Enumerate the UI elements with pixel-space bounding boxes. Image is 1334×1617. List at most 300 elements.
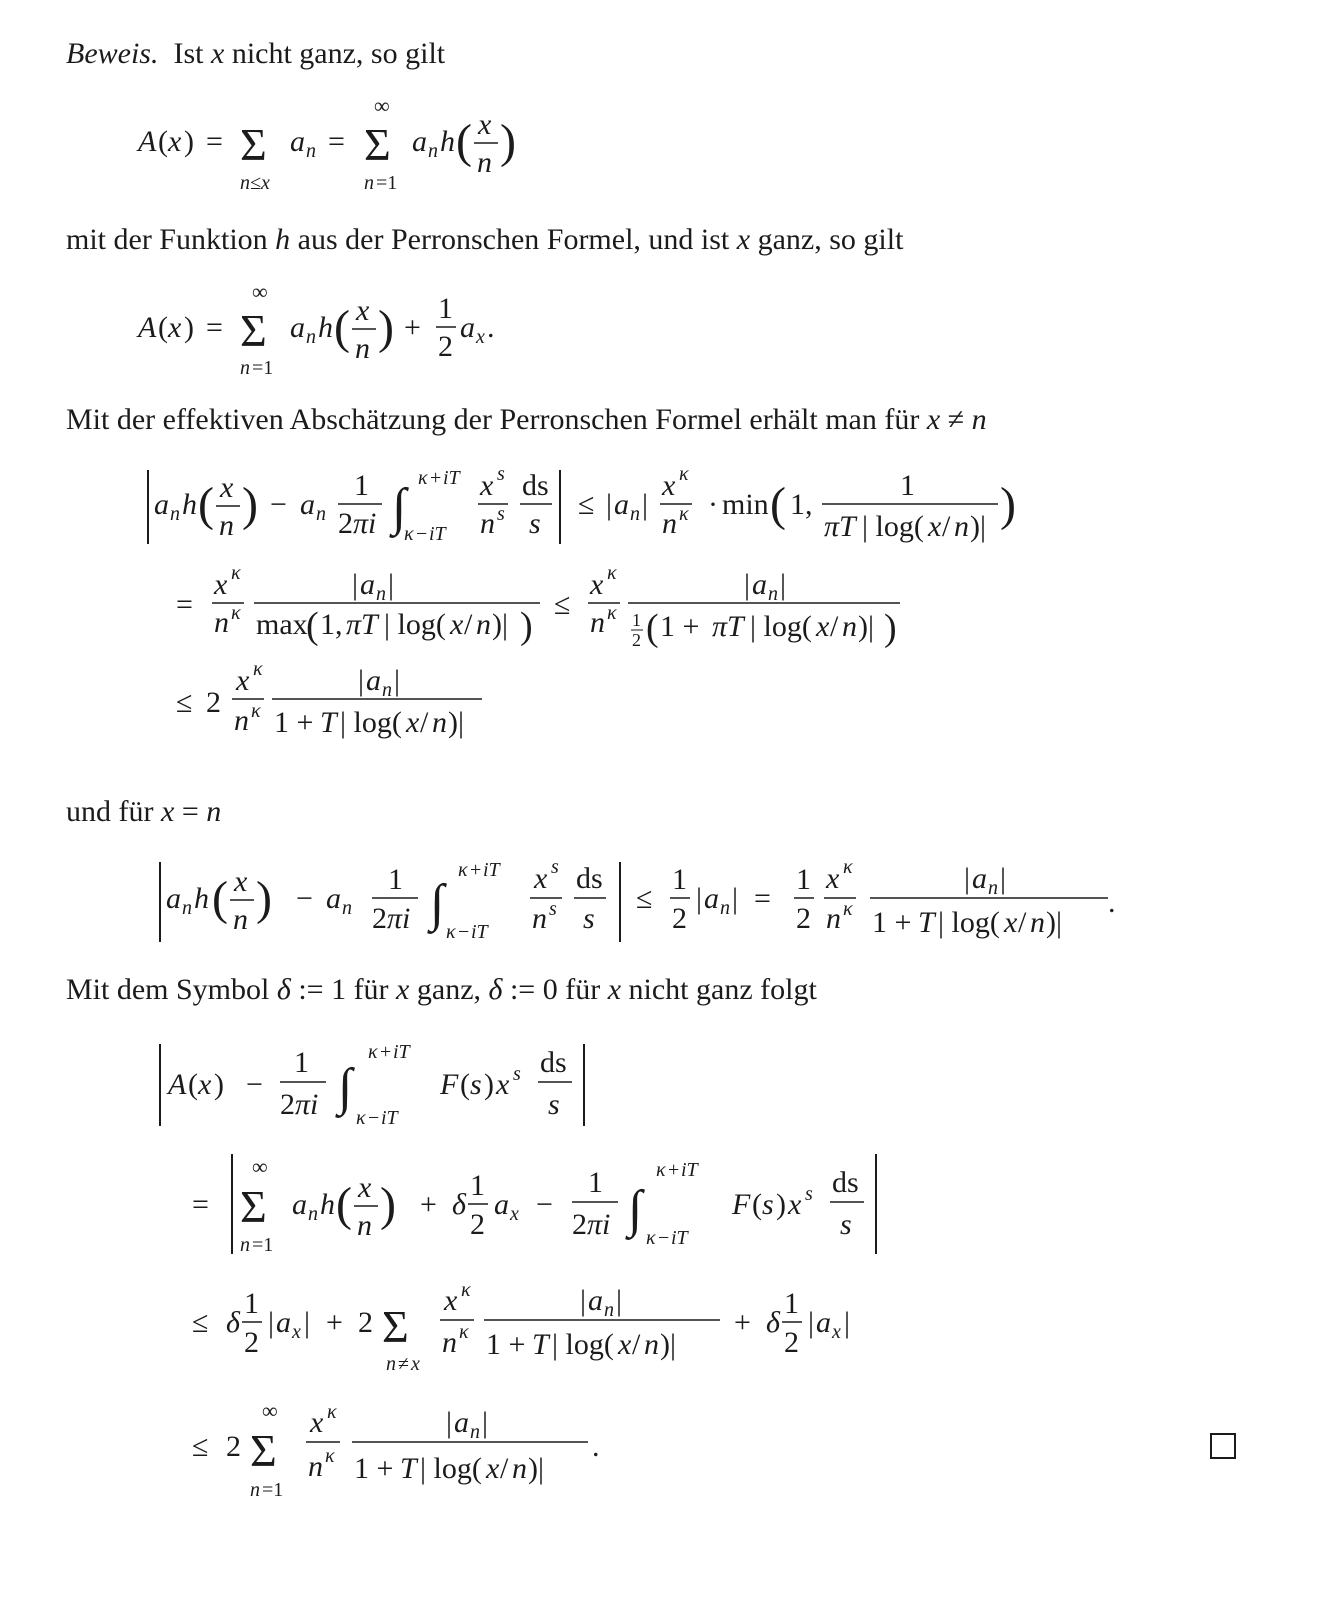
- svg-text:A: A: [138, 125, 157, 158]
- svg-text:2: 2: [358, 1306, 373, 1339]
- svg-text:=1: =1: [252, 1234, 274, 1256]
- svg-text:max: max: [256, 608, 308, 641]
- svg-text:Σ: Σ: [240, 119, 267, 170]
- svg-text:n: n: [357, 1209, 372, 1242]
- svg-text:n: n: [250, 1479, 260, 1501]
- svg-text:a: a: [166, 882, 181, 915]
- svg-text:≤: ≤: [578, 488, 595, 521]
- svg-text:=: =: [328, 125, 345, 158]
- svg-text:κ: κ: [446, 921, 456, 943]
- svg-text:s: s: [549, 898, 557, 920]
- svg-text:T: T: [400, 1452, 417, 1485]
- svg-text:κ: κ: [679, 463, 689, 485]
- svg-text:n: n: [364, 172, 374, 194]
- svg-text:∞: ∞: [252, 1154, 268, 1179]
- svg-text:x: x: [478, 108, 492, 141]
- svg-text:n: n: [182, 897, 192, 919]
- svg-text:iT: iT: [443, 467, 460, 489]
- svg-text:x: x: [496, 1068, 510, 1101]
- svg-text:1: 1: [294, 1046, 309, 1079]
- svg-text:a: a: [360, 568, 375, 601]
- svg-text:iT: iT: [483, 859, 500, 881]
- svg-text:πi: πi: [387, 902, 411, 935]
- svg-text:2: 2: [226, 1430, 241, 1463]
- svg-text:a: a: [614, 488, 629, 521]
- svg-text:κ: κ: [356, 1107, 366, 1129]
- svg-text:κ: κ: [461, 1279, 471, 1301]
- svg-text:): ): [380, 1178, 396, 1231]
- svg-text:n: n: [630, 503, 640, 525]
- svg-text:(: (: [158, 125, 168, 158]
- svg-text:(: (: [158, 311, 168, 344]
- svg-text:δ: δ: [766, 1306, 780, 1339]
- svg-text:1: 1: [354, 469, 369, 502]
- svg-text:2: 2: [372, 902, 387, 935]
- svg-text:a: a: [366, 664, 381, 697]
- svg-text:|: |: [304, 1306, 311, 1339]
- svg-text:κ: κ: [368, 1041, 378, 1063]
- svg-text:a: a: [290, 311, 305, 344]
- svg-text:x: x: [356, 294, 370, 327]
- svg-text:1: 1: [796, 863, 811, 896]
- svg-text:ds: ds: [522, 469, 549, 502]
- svg-text:κ: κ: [458, 859, 468, 881]
- svg-text:πT: πT: [712, 610, 744, 643]
- svg-text:−: −: [270, 488, 287, 521]
- svg-text:s: s: [513, 1063, 521, 1085]
- svg-text:n: n: [477, 146, 492, 179]
- svg-text:/: /: [830, 610, 839, 643]
- svg-text:x: x: [826, 862, 840, 895]
- svg-text:+: +: [668, 1159, 680, 1181]
- svg-text:≤: ≤: [192, 1430, 209, 1463]
- svg-text:(: (: [188, 1068, 198, 1101]
- svg-text:s: s: [551, 856, 559, 878]
- svg-text:): ): [378, 301, 394, 354]
- svg-text:n: n: [219, 509, 234, 542]
- svg-text:x: x: [198, 1068, 212, 1101]
- svg-text:): ): [214, 1068, 224, 1101]
- svg-text:|: |: [642, 488, 649, 521]
- svg-text:x: x: [358, 1171, 372, 1204]
- svg-text:|: |: [964, 862, 971, 895]
- svg-text:(: (: [752, 1188, 762, 1221]
- svg-text:x: x: [444, 1284, 458, 1317]
- svg-text:1 +: 1 +: [660, 610, 700, 643]
- svg-text:a: a: [816, 1306, 831, 1339]
- svg-text:(: (: [460, 1068, 470, 1101]
- svg-text:x: x: [234, 865, 248, 898]
- svg-text:| log(: | log(: [862, 510, 924, 543]
- svg-text:∫: ∫: [392, 479, 407, 536]
- svg-text:min: min: [722, 488, 769, 521]
- svg-text:a: a: [300, 488, 315, 521]
- svg-text:x: x: [480, 469, 494, 502]
- svg-text:|: |: [268, 1306, 275, 1339]
- svg-text:| log(: | log(: [750, 610, 812, 643]
- svg-text:|: |: [580, 1284, 587, 1317]
- svg-text:n: n: [234, 704, 249, 737]
- svg-text:/: /: [942, 510, 951, 543]
- svg-text:x: x: [816, 610, 830, 643]
- svg-text:n: n: [240, 1234, 250, 1256]
- svg-text:κ: κ: [251, 700, 261, 722]
- svg-text:| log(: | log(: [552, 1328, 614, 1361]
- svg-text:| log(: | log(: [420, 1452, 482, 1485]
- svg-text:a: a: [704, 882, 719, 915]
- proof-label: Beweis.: [66, 37, 159, 70]
- svg-text:1 +: 1 +: [872, 906, 912, 939]
- svg-text:+: +: [404, 311, 421, 344]
- svg-text:x: x: [832, 1321, 841, 1343]
- svg-text:+: +: [430, 467, 442, 489]
- svg-text:2: 2: [572, 1208, 587, 1241]
- svg-text:h: h: [194, 882, 209, 915]
- svg-text:∫: ∫: [338, 1059, 353, 1116]
- svg-text:n: n: [604, 1299, 614, 1321]
- svg-text:): ): [520, 605, 533, 647]
- svg-text:|: |: [446, 1406, 453, 1439]
- svg-text:s: s: [470, 1068, 482, 1101]
- svg-text:2: 2: [206, 686, 221, 719]
- svg-text:n: n: [532, 902, 547, 935]
- svg-text:)|: )|: [970, 510, 986, 543]
- svg-text:|: |: [744, 568, 751, 601]
- svg-text:.: .: [487, 311, 495, 344]
- svg-text:|: |: [388, 568, 395, 601]
- svg-text:κ: κ: [231, 602, 241, 624]
- svg-text:|: |: [780, 568, 787, 601]
- svg-text:s: s: [840, 1208, 852, 1241]
- svg-text:=1: =1: [376, 172, 398, 194]
- svg-text:iT: iT: [393, 1041, 410, 1063]
- svg-text:.: .: [1108, 886, 1116, 919]
- svg-text:n: n: [382, 679, 392, 701]
- svg-text:h: h: [182, 488, 197, 521]
- svg-text:n: n: [512, 1452, 527, 1485]
- svg-text:∫: ∫: [430, 875, 445, 932]
- svg-text:h: h: [318, 311, 333, 344]
- svg-text:κ: κ: [327, 1401, 337, 1423]
- svg-text:x: x: [590, 568, 604, 601]
- svg-text:2: 2: [632, 630, 641, 650]
- svg-text:=: =: [754, 882, 771, 915]
- svg-text:x: x: [168, 311, 182, 344]
- paragraph-x-equals-n: und für x = n: [66, 795, 222, 828]
- svg-text:1 +: 1 +: [274, 706, 314, 739]
- svg-text:κ: κ: [231, 562, 241, 584]
- svg-text:κ: κ: [646, 1227, 656, 1249]
- svg-text:δ: δ: [452, 1188, 466, 1221]
- svg-text:n: n: [826, 902, 841, 935]
- svg-text:n: n: [306, 140, 316, 162]
- svg-text:κ: κ: [253, 658, 263, 680]
- svg-text:Σ: Σ: [240, 1181, 267, 1232]
- svg-text:): ): [1000, 478, 1016, 531]
- svg-text:≤: ≤: [554, 588, 571, 621]
- svg-text:x: x: [486, 1452, 500, 1485]
- svg-text:| log(: | log(: [340, 706, 402, 739]
- svg-text:): ): [500, 115, 516, 168]
- svg-text:x: x: [406, 706, 420, 739]
- svg-text:n: n: [442, 1326, 457, 1359]
- svg-text:≠: ≠: [398, 1353, 409, 1375]
- svg-text:(: (: [334, 301, 350, 354]
- svg-text:a: a: [752, 568, 767, 601]
- svg-text:∞: ∞: [252, 279, 268, 304]
- svg-text:κ: κ: [459, 1321, 469, 1343]
- svg-text:≤: ≤: [636, 882, 653, 915]
- svg-text:s: s: [497, 463, 505, 485]
- svg-text:/: /: [1018, 906, 1027, 939]
- svg-text:1,: 1,: [320, 608, 343, 641]
- svg-text:n: n: [720, 897, 730, 919]
- svg-text:κ: κ: [607, 562, 617, 584]
- svg-text:)|: )|: [858, 610, 874, 643]
- svg-text:x: x: [476, 326, 485, 348]
- svg-text:x: x: [450, 608, 464, 641]
- svg-text:κ: κ: [843, 898, 853, 920]
- svg-text:(: (: [336, 1178, 352, 1231]
- svg-text:πT: πT: [824, 510, 856, 543]
- svg-text:n≤x: n≤x: [240, 172, 270, 194]
- svg-text:∫: ∫: [628, 1181, 643, 1238]
- svg-text:T: T: [320, 706, 337, 739]
- svg-text:iT: iT: [381, 1107, 398, 1129]
- svg-text:n: n: [768, 583, 778, 605]
- svg-text:F: F: [440, 1068, 459, 1101]
- svg-text:iT: iT: [471, 921, 488, 943]
- svg-text:/: /: [420, 706, 429, 739]
- svg-text:x: x: [214, 568, 228, 601]
- svg-text:/: /: [500, 1452, 509, 1485]
- svg-text:1: 1: [632, 610, 641, 630]
- svg-text:/: /: [464, 608, 473, 641]
- svg-text:x: x: [292, 1321, 301, 1343]
- svg-text:n: n: [428, 140, 438, 162]
- svg-text:+: +: [380, 1041, 392, 1063]
- svg-text:1,: 1,: [790, 488, 813, 521]
- svg-text:|: |: [696, 882, 703, 915]
- svg-text:): ): [184, 125, 194, 158]
- svg-text:n: n: [240, 357, 250, 379]
- svg-text:a: a: [588, 1284, 603, 1317]
- paragraph-delta-symbol: Mit dem Symbol δ := 1 für x ganz, δ := 0 für x nicht ganz folgt: [66, 973, 817, 1006]
- svg-text:≤: ≤: [192, 1306, 209, 1339]
- svg-text:|: |: [1000, 862, 1007, 895]
- svg-text:|: |: [844, 1306, 851, 1339]
- svg-text:|: |: [352, 568, 359, 601]
- svg-text:n: n: [308, 1203, 318, 1225]
- svg-text:n: n: [342, 897, 352, 919]
- svg-text:∞: ∞: [374, 93, 390, 118]
- svg-text:|: |: [616, 1284, 623, 1317]
- svg-text:T: T: [918, 906, 935, 939]
- svg-text:| log(: | log(: [384, 608, 446, 641]
- svg-text:−: −: [458, 921, 470, 943]
- svg-text:2: 2: [672, 902, 687, 935]
- svg-text:−: −: [296, 882, 313, 915]
- svg-text:κ: κ: [607, 602, 617, 624]
- svg-text:iT: iT: [429, 523, 446, 545]
- svg-text:1: 1: [672, 863, 687, 896]
- svg-text:s: s: [497, 503, 505, 525]
- svg-text:κ: κ: [656, 1159, 666, 1181]
- svg-text:n: n: [214, 606, 229, 639]
- svg-text:1: 1: [388, 863, 403, 896]
- svg-text:)|: )|: [660, 1328, 676, 1361]
- svg-text:a: a: [154, 488, 169, 521]
- svg-text:): ): [256, 872, 272, 925]
- svg-text:κ: κ: [843, 856, 853, 878]
- svg-text:| log(: | log(: [938, 906, 1000, 939]
- svg-text:x: x: [788, 1188, 802, 1221]
- svg-text:a: a: [290, 125, 305, 158]
- svg-text:h: h: [440, 125, 455, 158]
- svg-text:Σ: Σ: [364, 119, 391, 170]
- svg-text:1: 1: [900, 469, 915, 502]
- svg-text:−: −: [536, 1188, 553, 1221]
- svg-text:): ): [484, 1068, 494, 1101]
- svg-text:s: s: [583, 902, 595, 935]
- svg-text:A: A: [168, 1068, 187, 1101]
- svg-text:x: x: [662, 469, 676, 502]
- svg-text:ds: ds: [540, 1046, 567, 1079]
- svg-text:n: n: [316, 503, 326, 525]
- svg-text:πi: πi: [295, 1088, 319, 1121]
- svg-text:n: n: [233, 903, 248, 936]
- svg-text:1: 1: [784, 1287, 799, 1320]
- svg-text:2: 2: [438, 330, 453, 363]
- svg-text:F: F: [732, 1188, 751, 1221]
- svg-text:a: a: [454, 1406, 469, 1439]
- svg-text:/: /: [632, 1328, 641, 1361]
- svg-text:κ: κ: [418, 467, 428, 489]
- svg-text:a: a: [326, 882, 341, 915]
- svg-text:1: 1: [588, 1166, 603, 1199]
- svg-text:|: |: [358, 664, 365, 697]
- svg-text:h: h: [320, 1188, 335, 1221]
- svg-text:−: −: [368, 1107, 380, 1129]
- svg-text:ds: ds: [832, 1166, 859, 1199]
- svg-text:+: +: [326, 1306, 343, 1339]
- paragraph-integer-case: mit der Funktion h aus der Perronschen Formel, und ist x ganz, so gilt: [66, 223, 904, 256]
- svg-text:κ: κ: [404, 523, 414, 545]
- svg-text:T: T: [532, 1328, 549, 1361]
- svg-text:(: (: [770, 478, 786, 531]
- svg-text:x: x: [510, 1203, 519, 1225]
- svg-text:iT: iT: [671, 1227, 688, 1249]
- svg-text:(: (: [212, 872, 228, 925]
- svg-text:+: +: [470, 859, 482, 881]
- svg-text:n: n: [842, 610, 857, 643]
- svg-text:a: a: [412, 125, 427, 158]
- svg-text:a: a: [494, 1188, 509, 1221]
- svg-text:n: n: [988, 877, 998, 899]
- svg-text:)|: )|: [528, 1452, 544, 1485]
- svg-text:1: 1: [244, 1287, 259, 1320]
- svg-text:A: A: [138, 311, 157, 344]
- svg-text:=1: =1: [252, 357, 274, 379]
- svg-text:πi: πi: [353, 507, 377, 540]
- svg-text:Σ: Σ: [382, 1301, 409, 1352]
- svg-text:2: 2: [244, 1326, 259, 1359]
- svg-text:(: (: [306, 605, 319, 647]
- svg-text:1 +: 1 +: [486, 1328, 526, 1361]
- svg-text:s: s: [529, 507, 541, 540]
- svg-text:1: 1: [438, 292, 453, 325]
- svg-text:n: n: [644, 1328, 659, 1361]
- svg-text:s: s: [805, 1183, 813, 1205]
- svg-text:): ): [884, 607, 897, 649]
- svg-text:=: =: [206, 311, 223, 344]
- svg-text:n: n: [662, 507, 677, 540]
- svg-text:−: −: [246, 1068, 263, 1101]
- svg-text:1 +: 1 +: [354, 1452, 394, 1485]
- svg-text:2: 2: [280, 1088, 295, 1121]
- svg-text:x: x: [534, 862, 548, 895]
- svg-text:n: n: [432, 706, 447, 739]
- svg-text:|: |: [482, 1406, 489, 1439]
- svg-text:∞: ∞: [262, 1398, 278, 1423]
- svg-text:n: n: [1030, 906, 1045, 939]
- svg-text:)|: )|: [448, 706, 464, 739]
- svg-text:): ): [242, 478, 258, 531]
- svg-text:x: x: [220, 471, 234, 504]
- svg-text:2: 2: [470, 1208, 485, 1241]
- svg-text:x: x: [1004, 906, 1018, 939]
- svg-text:=: =: [206, 125, 223, 158]
- svg-text:=: =: [176, 588, 193, 621]
- svg-text:x: x: [168, 125, 182, 158]
- svg-text:|: |: [732, 882, 739, 915]
- svg-text:πT: πT: [346, 608, 378, 641]
- svg-text:(: (: [646, 607, 659, 649]
- svg-text:ds: ds: [576, 862, 603, 895]
- svg-text:2: 2: [784, 1326, 799, 1359]
- svg-text:): ): [776, 1188, 786, 1221]
- svg-text:a: a: [460, 311, 475, 344]
- svg-text:a: a: [972, 862, 987, 895]
- svg-text:≤: ≤: [176, 686, 193, 719]
- svg-text:−: −: [658, 1227, 670, 1249]
- svg-text:−: −: [416, 523, 428, 545]
- svg-text:x: x: [411, 1353, 420, 1375]
- svg-text:κ: κ: [325, 1445, 335, 1467]
- svg-text:n: n: [376, 583, 386, 605]
- svg-text:s: s: [762, 1188, 774, 1221]
- svg-text:n: n: [306, 326, 316, 348]
- svg-text:|: |: [606, 488, 613, 521]
- svg-text:πi: πi: [587, 1208, 611, 1241]
- svg-text:)|: )|: [492, 608, 508, 641]
- svg-text:2: 2: [796, 902, 811, 935]
- svg-text:+: +: [420, 1188, 437, 1221]
- svg-text:|: |: [808, 1306, 815, 1339]
- svg-text:x: x: [928, 510, 942, 543]
- svg-text:(: (: [456, 115, 472, 168]
- svg-text:n: n: [170, 503, 180, 525]
- svg-text:Σ: Σ: [240, 305, 267, 356]
- svg-text:n: n: [954, 510, 969, 543]
- svg-text:x: x: [618, 1328, 632, 1361]
- svg-text:): ): [184, 311, 194, 344]
- svg-text:=: =: [192, 1188, 209, 1221]
- svg-text:n: n: [480, 507, 495, 540]
- svg-text:n: n: [590, 606, 605, 639]
- svg-text:κ: κ: [679, 503, 689, 525]
- qed-symbol: [1210, 1433, 1236, 1459]
